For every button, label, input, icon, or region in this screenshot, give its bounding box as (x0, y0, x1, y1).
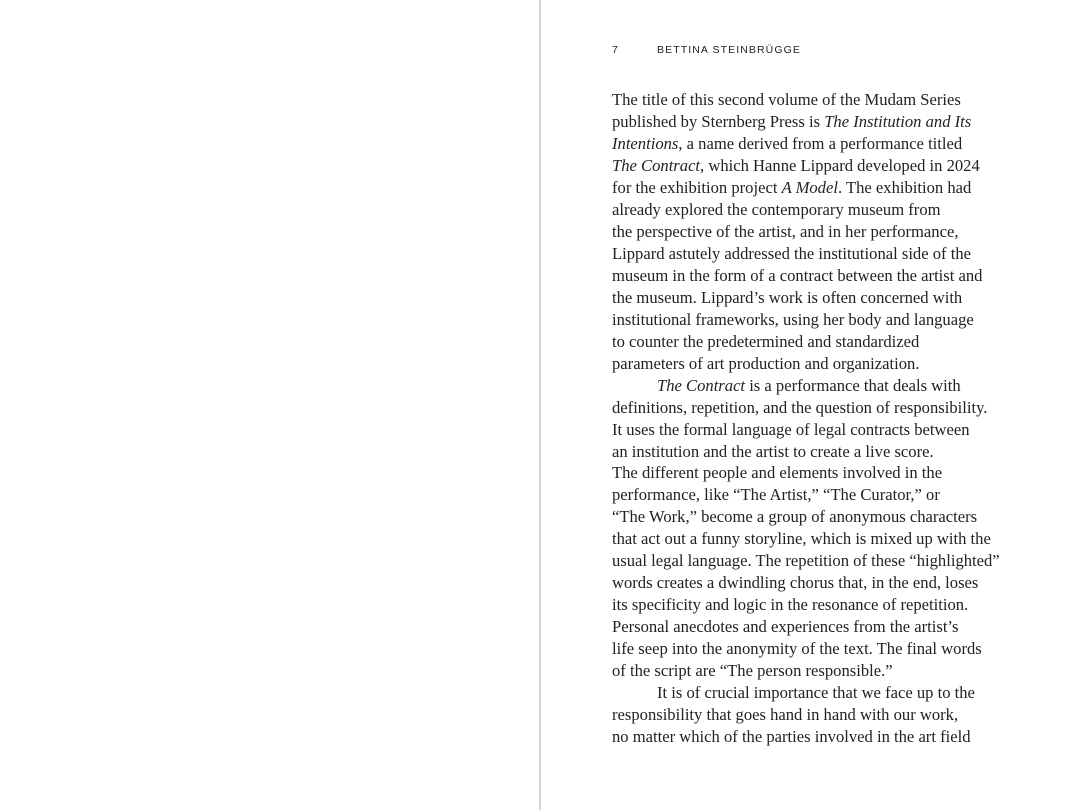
text-line (612, 594, 1000, 616)
italic-title-text: The Contract (612, 155, 701, 175)
text-line (612, 177, 1000, 199)
left-page-blank (0, 0, 539, 810)
text-line (612, 353, 1000, 375)
text-run: no matter which of the parties involved in the art field (612, 727, 971, 747)
text-run: Lippard astutely addressed the institutional side of the (612, 243, 971, 263)
text-run: , which Hanne Lippard developed in 2024 (700, 155, 980, 175)
text-line (612, 397, 1000, 419)
running-head-author: BETTINA STEINBRÜGGE (657, 44, 802, 56)
text-line (612, 441, 1000, 463)
text-run: museum in the form of a contract between the artist and (612, 265, 983, 285)
text-run: to counter the predetermined and standardized (612, 331, 920, 351)
text-run: “The Work,” become a group of anonymous characters (612, 507, 978, 527)
text-run: , a name derived from a performance titled (678, 133, 963, 153)
text-line (612, 331, 1000, 353)
text-line (612, 265, 1000, 287)
text-line (612, 506, 1000, 528)
text-run: performance, like “The Artist,” “The Curator,” or (612, 485, 940, 505)
text-run: words creates a dwindling chorus that, in the end, loses (612, 573, 979, 593)
italic-title-text: The Contract (657, 375, 746, 395)
text-run: the museum. Lippard’s work is often concerned with (612, 287, 963, 307)
text-line (612, 726, 1000, 748)
text-line (612, 199, 1000, 221)
text-run: an institution and the artist to create a live score. (612, 441, 934, 461)
text-run: its specificity and logic in the resonance of repetition. (612, 595, 969, 615)
text-run: of the script are “The person responsible.” (612, 661, 893, 681)
text-line (612, 89, 1000, 111)
text-line (612, 375, 1000, 397)
text-run: The title of this second volume of the Mudam Series (612, 90, 961, 109)
text-run: life seep into the anonymity of the text. The final words (612, 639, 982, 659)
text-run: . The exhibition had (837, 177, 972, 197)
text-run: Personal anecdotes and experiences from the artist’s (612, 617, 959, 637)
text-line (612, 243, 1000, 265)
text-line (612, 484, 1000, 506)
text-run: already explored the contemporary museum from (612, 199, 941, 219)
text-line (612, 616, 1000, 638)
text-line (612, 528, 1000, 550)
text-run: parameters of art production and organization. (612, 353, 920, 373)
text-line (612, 704, 1000, 726)
text-run: for the exhibition project (612, 177, 782, 197)
text-line (612, 155, 1000, 177)
text-line (612, 572, 1000, 594)
text-run: It is of crucial importance that we face up to the (657, 683, 975, 703)
italic-title-text: Intentions (612, 133, 679, 153)
text-line (612, 287, 1000, 309)
text-line (612, 660, 1000, 682)
italic-title-text: A Model (781, 177, 838, 197)
text-line (612, 462, 1000, 484)
right-page (541, 0, 1080, 810)
text-line (612, 133, 1000, 155)
text-run: published by Sternberg Press is (612, 111, 825, 131)
text-run: is a performance that deals with (745, 375, 961, 395)
text-run: It uses the formal language of legal contracts between (612, 419, 970, 439)
text-line (612, 221, 1000, 243)
text-line (612, 682, 1000, 704)
text-line (612, 550, 1000, 572)
text-line (612, 638, 1000, 660)
text-line (612, 111, 1000, 133)
text-run: responsibility that goes hand in hand with our work, (612, 705, 959, 725)
text-run: The different people and elements involved in the (612, 463, 943, 483)
page-number: 7 (612, 44, 619, 56)
text-line (612, 309, 1000, 331)
text-line (612, 419, 1000, 441)
text-run: definitions, repetition, and the question of responsibility. (612, 397, 988, 417)
text-run: the perspective of the artist, and in her performance, (612, 221, 959, 241)
italic-title-text: The Institution and Its (824, 111, 972, 131)
text-run: that act out a funny storyline, which is mixed up with the (612, 529, 991, 549)
body-text (612, 89, 1000, 748)
text-run: usual legal language. The repetition of these “highlighted” (612, 551, 1000, 571)
text-run: institutional frameworks, using her body and language (612, 309, 974, 329)
